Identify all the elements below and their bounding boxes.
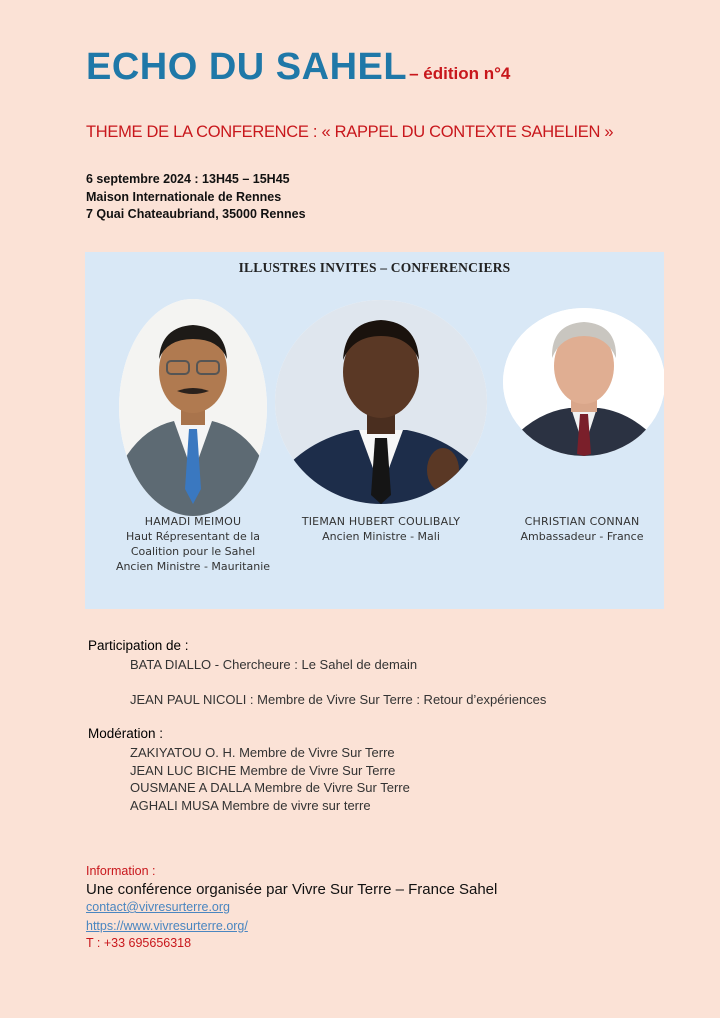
- guests-panel: [85, 252, 664, 609]
- event-address: 7 Quai Chateaubriand, 35000 Rennes: [86, 207, 306, 221]
- speaker-photo-3: [503, 308, 664, 456]
- portrait-tieman-hubert-coulibaly: [275, 300, 487, 504]
- newsletter-title: ECHO DU SAHEL: [86, 46, 408, 88]
- portrait-hamadi-meimou: [119, 299, 267, 516]
- guests-heading: ILLUSTRES INVITES – CONFERENCIERS: [238, 260, 511, 275]
- masthead: [86, 46, 510, 89]
- speaker-title-line: Ambassadeur - France: [520, 530, 644, 543]
- event-datetime: 6 septembre 2024 : 13H45 – 15H45: [86, 172, 290, 186]
- information-block: [86, 863, 497, 953]
- participant-item: JEAN PAUL NICOLI : Membre de Vivre Sur Terre : Retour d’expériences: [130, 692, 547, 707]
- speaker-name: HAMADI MEIMOU: [144, 515, 242, 528]
- participant-item: BATA DIALLO - Chercheure : Le Sahel de demain: [130, 657, 418, 672]
- moderator-item: ZAKIYATOU O. H. Membre de Vivre Sur Terre: [130, 745, 395, 760]
- event-venue: Maison Internationale de Rennes: [86, 189, 282, 204]
- speaker-photo-2: [275, 300, 487, 504]
- website-link[interactable]: https://www.vivresurterre.org/: [86, 918, 248, 933]
- speaker-title-line: Ancien Ministre - Mali: [322, 530, 440, 543]
- portrait-christian-connan: [503, 308, 664, 456]
- information-label: Information :: [86, 864, 156, 878]
- speaker-caption-3: [497, 514, 664, 544]
- speaker-title-line: Haut Répresentant de la: [125, 530, 261, 543]
- moderator-item: JEAN LUC BICHE Membre de Vivre Sur Terre: [130, 763, 396, 778]
- phone-number: T : +33 695656318: [86, 936, 192, 950]
- speaker-name: CHRISTIAN CONNAN: [524, 515, 640, 528]
- moderator-item: OUSMANE A DALLA Membre de Vivre Sur Terre: [130, 780, 410, 795]
- participation-label: Participation de :: [88, 638, 189, 653]
- conference-theme: THEME DE LA CONFERENCE : « RAPPEL DU CONTEXTE SAHELIEN »: [86, 123, 614, 141]
- speaker-caption-2: [281, 514, 481, 544]
- moderator-item: AGHALI MUSA Membre de vivre sur terre: [130, 798, 371, 813]
- speaker-caption-1: [93, 514, 293, 574]
- organizer-text: Une conférence organisée par Vivre Sur Terre – France Sahel: [86, 880, 498, 898]
- edition-number: – édition n°4: [409, 64, 511, 83]
- speaker-photo-1: [119, 299, 267, 516]
- speaker-name: TIEMAN HUBERT COULIBALY: [301, 515, 461, 528]
- event-details: [86, 171, 306, 224]
- speaker-title-line: Ancien Ministre - Mauritanie: [115, 560, 271, 573]
- speaker-title-line: Coalition pour le Sahel: [130, 545, 256, 558]
- moderation-label: Modération :: [88, 726, 164, 741]
- email-link[interactable]: contact@vivresurterre.org: [86, 900, 230, 914]
